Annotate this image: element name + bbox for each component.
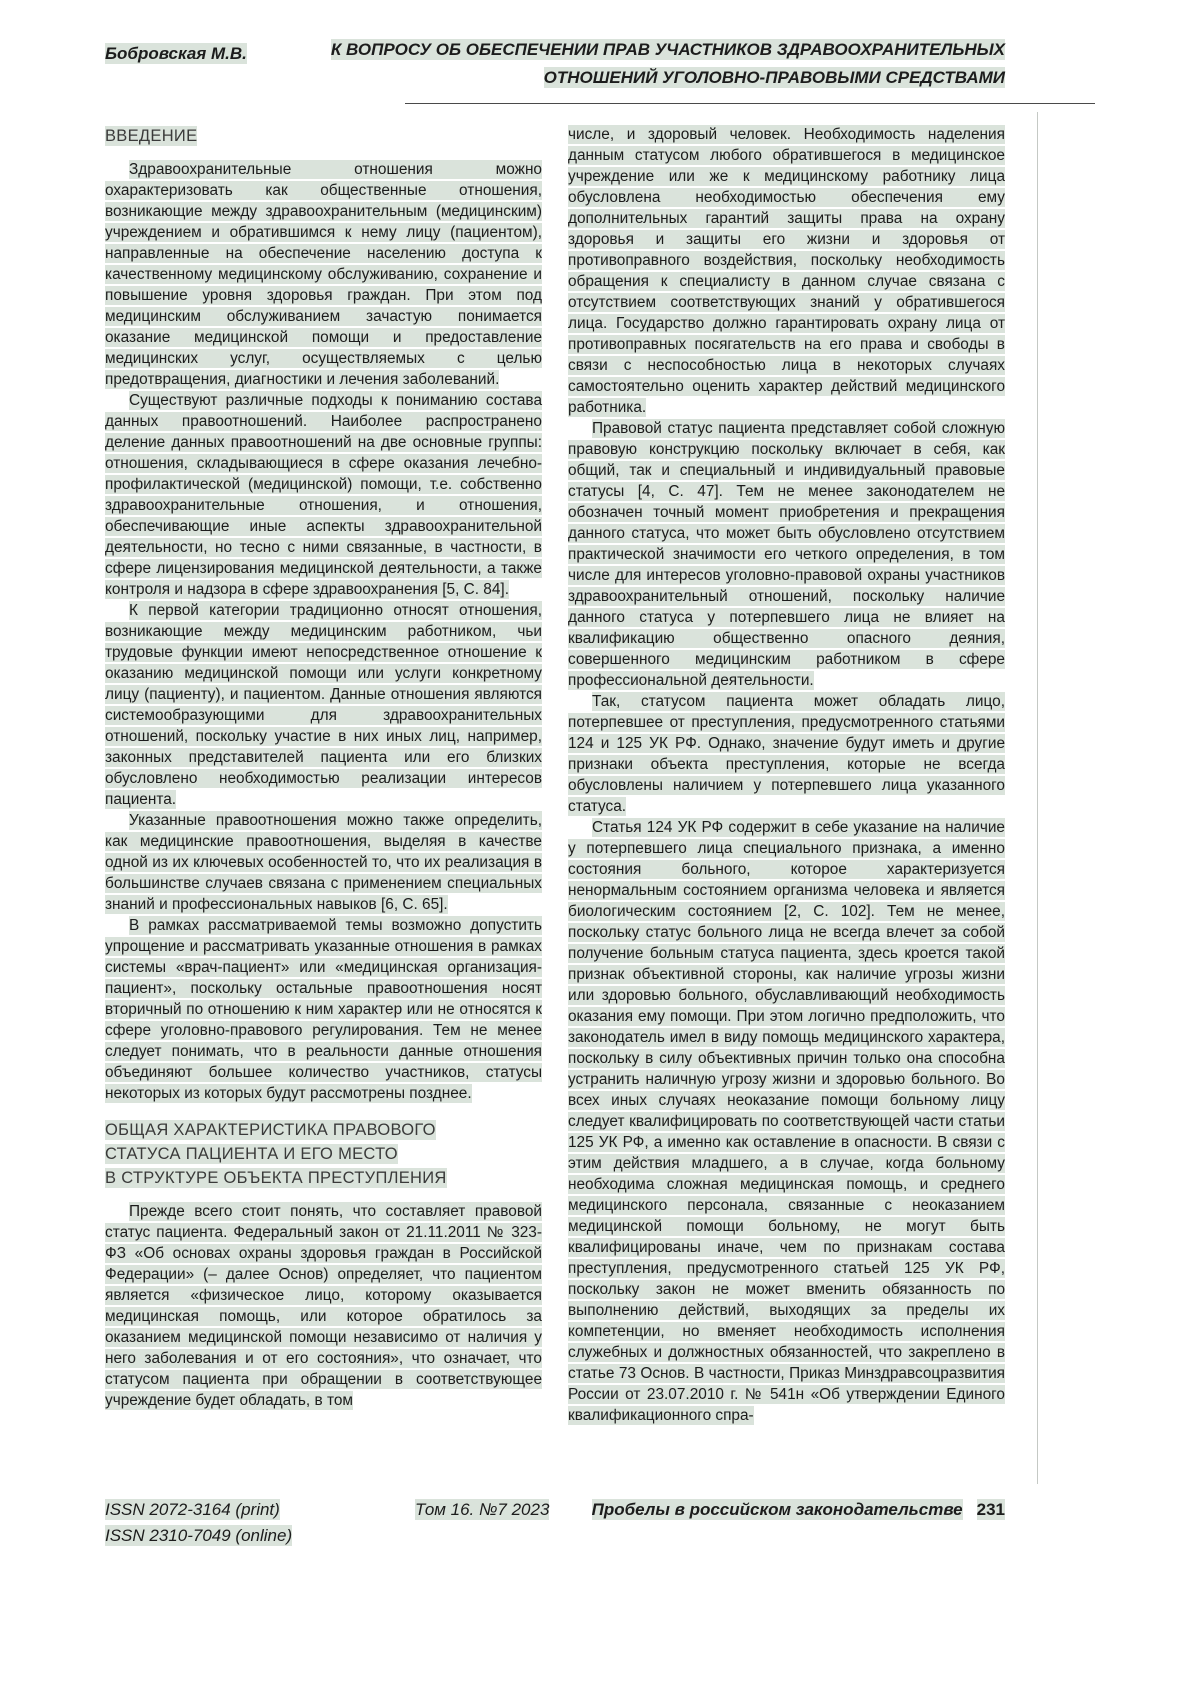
paragraph [105,600,542,810]
journal-name: Пробелы в российском законодательстве [591,1500,963,1519]
paragraph-text: Статья 124 УК РФ содержит в себе указание на наличие у потерпевшего лица специального признака, а именно состояния больного, которое характеризуется ненормальным состоянием организма человека и является биологическим состоянием [2, С. 102]. Тем не менее, поскольку статус больного лица не всегда влечет за собой получение больным статуса пациента, здесь кроется такой признак объективной стороны, как наличие угрозы жизни или здоровью больного, обуславливающий необходимость оказания ему помощи. При этом логично предположить, что законодатель имел в виду помощь медицинского характера, поскольку в силу объективных причин только она способна устранить наличную угрозу жизни и здоровью больного. Во всех иных случаях неоказание помощи больному лицу следует квалифицировать по соответствующей части статьи 125 УК РФ, а именно как оставление в опасности. В связи с этим действия младшего, а в случае, когда больному необходима сложная медицинская помощь, и среднего медицинского персонала, связанные с неоказанием медицинской помощи больному, не могут быть квалифицированы иначе, чем по признакам состава преступления, предусмотренного статьей 125 УК РФ, поскольку закон не может вменить обязанность по выполнению действий, выходящих за пределы их компетенции, но вменяет необходимость исполнения служебных и должностных обязанностей, что закреплено в статье 73 Основ. В частности, Приказ Минздравсоцразвития России от 23.07.2010 г. № 541н «Об утверждении Единого квалификационного спра- [568,819,1005,1424]
paragraph-text: числе, и здоровый человек. Необходимость наделения данным статусом любого обратившегося в медицинское учреждение или же к медицинскому работнику лица обусловлена необходимостью обеспечения ему дополнительных гарантий защиты права на охрану здоровья и защиты его жизни и здоровья от противоправного воздействия, поскольку необходимость обращения к специалисту в данном случае связана с отсутствием соответствующих знаний у обратившегося лица. Государство должно гарантировать охрану лица от противоправных посягательств на его права и свободы в связи с неспособностью лица в некоторых случаях самостоятельно оценить характер действий медицинского работника. [568,126,1005,416]
paragraph-text: Так, статусом пациента может обладать лицо, потерпевшее от преступления, предусмотренного статьями 124 и 125 УК РФ. Однако, значение будут иметь и другие признаки объекта преступления, которые не всегда обусловлены наличием у потерпевшего лица указанного статуса. [568,693,1005,815]
page-header [105,36,1005,92]
section-heading-introduction [105,124,542,148]
issn-online: ISSN 2310-7049 (online) [105,1526,293,1545]
paragraph-text: Указанные правоотношения можно также определить, как медицинские правоотношения, выделяя в качестве одной из их ключевых особенностей то, что их реализация в большинстве случаев связана с применением специальных знаний и профессиональных навыков [6, С. 65]. [105,812,542,913]
paragraph-text: К первой категории традиционно относят отношения, возникающие между медицинским работником, чьи трудовые функции имеют непосредственное отношение к оказанию медицинской помощи или услуги конкретному лицу (пациенту), и пациентом. Данные отношения являются системообразующими для здравоохранительных отношений, поскольку участие в них иных лиц, например, законных представителей пациента или его близких обусловлено необходимостью реализации интересов пациента. [105,602,542,808]
article-body [105,124,1005,1496]
paragraph [105,1201,542,1411]
paragraph [568,418,1005,691]
right-margin-line [1037,112,1038,1484]
section-heading-text: ВВЕДЕНИЕ [105,127,198,145]
journal-name-group [592,1497,1005,1523]
paragraph-text: Прежде всего стоит понять, что составляет правовой статус пациента. Федеральный закон от 21.11.2011 № 323-ФЗ «Об основах охраны здоровья граждан в Российской Федерации» (– далее Основ) определяет, что пациентом является «физическое лицо, которому оказывается медицинская помощь, или которое обратилось за оказанием медицинской помощи независимо от наличия у него заболевания и от его состояния», что означает, что статусом пациента при обращении в соответствующее учреждение будет обладать, в том [105,1203,542,1409]
section-heading-legal-status [105,1118,542,1190]
page-number: 231 [976,1500,1005,1519]
paragraph [105,915,542,1104]
issn-block [105,1497,292,1549]
volume-issue [415,1497,549,1523]
paragraph-text: Правовой статус пациента представляет собой сложную правовую конструкцию поскольку включает в себя, как общий, так и специальный и индивидуальный правовые статусы [4, С. 47]. Тем не менее законодателем не обозначен точный момент приобретения и прекращения данного статуса, что может быть обусловлено отсутствием практической значимости его четкого определения, в том числе для интересов уголовно-правовой охраны участников здравоохранительный отношений, поскольку наличие данного статуса у потерпевшего лица не влияет на квалификацию общественно опасного деяния, совершенного медицинским работником в сфере профессиональной деятельности. [568,420,1005,689]
paragraph-text: Существуют различные подходы к пониманию состава данных правоотношений. Наиболее распространено деление данных правоотношений на две основные группы: отношения, складывающиеся в сфере оказания лечебно-профилактической (медицинской) помощи, т.е. собственно здравоохранительные отношения, и отношения, обеспечивающие иные аспекты здравоохранительной деятельности, но тесно с ними связанные, в частности, в сфере лицензирования медицинской деятельности, а также контроля и надзора в сфере здравоохранения [5, С. 84]. [105,392,542,598]
paragraph [568,691,1005,817]
paragraph [568,817,1005,1426]
section-heading-line-2: СТАТУСА ПАЦИЕНТА И ЕГО МЕСТО [105,1145,398,1163]
paragraph-text: Здравоохранительные отношения можно охарактеризовать как общественные отношения, возникающие между здравоохранительным (медицинским) учреждением и обратившимся к нему лицу (пациентом), направленные на обеспечение населению доступа к качественному медицинскому обслуживанию, сохранение и повышение уровня здоровья граждан. При этом под медицинским обслуживанием зачастую понимается оказание медицинской помощи и предоставление медицинских услуг, осуществляемых с целью предотвращения, диагностики и лечения заболеваний. [105,161,542,388]
paragraph [105,390,542,600]
section-heading-line-1: ОБЩАЯ ХАРАКТЕРИСТИКА ПРАВОВОГО [105,1121,436,1139]
article-title-line-2: ОТНОШЕНИЙ УГОЛОВНО-ПРАВОВЫМИ СРЕДСТВАМИ [543,68,1005,87]
paragraph [105,810,542,915]
right-column [568,124,1005,1496]
section-heading-line-3: В СТРУКТУРЕ ОБЪЕКТА ПРЕСТУПЛЕНИЯ [105,1169,447,1187]
paragraph-text: В рамках рассматриваемой темы возможно допустить упрощение и рассматривать указанные отношения в рамках системы «врач-пациент» или «медицинская организация-пациент», поскольку остальные правоотношения носят вторичный по отношению к ним характер или не относятся к сфере уголовно-правового регулирования. Тем не менее следует понимать, что в реальности данные отношения объединяют большее количество участников, статусы некоторых из которых будут рассмотрены позднее. [105,917,542,1102]
volume-issue-text: Том 16. №7 2023 [415,1500,550,1519]
article-title-line-1: К ВОПРОСУ ОБ ОБЕСПЕЧЕНИИ ПРАВ УЧАСТНИКОВ ЗДРАВООХРАНИТЕЛЬНЫХ [330,40,1005,59]
paragraph-continuation [568,124,1005,418]
issn-print: ISSN 2072-3164 (print) [105,1500,280,1519]
author-name-text: Бобровская М.В. [105,44,247,63]
author-name [105,44,247,64]
left-column [105,124,542,1496]
header-divider [405,103,1095,104]
paragraph [105,159,542,390]
